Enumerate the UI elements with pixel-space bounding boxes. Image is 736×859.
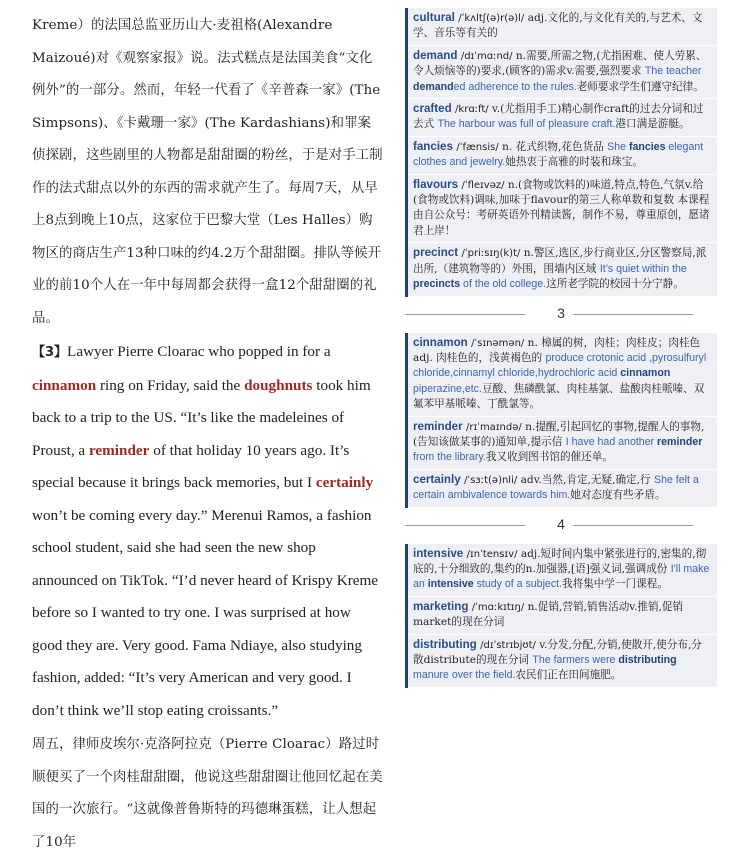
- separator-number: 3: [557, 304, 565, 321]
- vocab-definition: adj.短时间内集中紧张进行的,密集的,彻底的,十分细致的,集约的n.加强器,[语]强义词,强调成份: [413, 547, 707, 575]
- vocab-pronunciation: /ˈmɑːkɪtɪŋ/: [471, 601, 525, 613]
- article-column: [32, 10, 384, 859]
- chinese-paragraph: Kreme）的法国总监亚历山大·麦祖格(Alexandre Maizoué)对《观察家报》说。法式糕点是法国美食“文化例外”的一部分。然而，年轻一代看了《辛普森一家》(The Simpsons)、《卡戴珊一家》(The Kardashians)和罪案侦探剧，这些剧里的人物都是甜甜圈的粉丝，于是对手工制作的法式甜点以外的东西的需求就产生了。每周7天，从早上8点到晚上10点，这家位于巴黎大堂（Les Halles）购物区的商店生产13种口味的约4.2万个甜甜圈。排队等候开业的前10个人在一年中每周都会获得一盒12个甜甜圈的礼品。: [32, 18, 383, 326]
- vocab-example-translation: 我又收到图书馆的催还单。: [485, 451, 613, 464]
- vocabulary-column: [405, 8, 717, 688]
- vocab-word: cinnamon: [413, 335, 468, 349]
- vocab-example-translation: 港口满是游艇。: [615, 118, 690, 131]
- vocab-word: demand: [413, 48, 458, 62]
- paragraph-separator-4: [405, 508, 717, 544]
- vocab-entry-demand: [408, 46, 717, 99]
- vocab-entry-cultural: [408, 8, 717, 46]
- vocab-pronunciation: /ˈfleɪvəz/: [461, 179, 505, 191]
- text-run: took him back to a trip to the US. “It’s like the madeleines of Proust, a: [32, 376, 371, 459]
- vocab-entry-crafted: [408, 99, 717, 137]
- vocab-definition: n.提醒,引起回忆的事物,提醒人的事物,(告知该做某事的)通知单,提示信: [413, 420, 705, 448]
- vocab-pronunciation: /ˈsɜːt(ə)nli/: [464, 474, 518, 486]
- vocab-example-translation: 她对态度有些矛盾。: [570, 489, 666, 502]
- example-text: I'll make an: [413, 562, 710, 591]
- text-run: of that holiday 10 years ago. It’s special because it brings back memories, but I: [32, 441, 350, 491]
- vocab-example-translation: 老师要求学生们遵守纪律。: [576, 80, 704, 93]
- vocab-pronunciation: /ˈpriːsɪŋ(k)t/: [461, 248, 521, 260]
- vocab-entry-distributing: [408, 635, 717, 688]
- vocab-definition: v.(尤指用手工)精心制作craft的过去分词和过去式: [413, 103, 704, 131]
- example-text: The harbour was full of pleasure craft.: [437, 118, 616, 131]
- text-run: ring on Friday, said the: [96, 376, 245, 394]
- english-paragraph: [32, 336, 384, 727]
- vocab-word: flavours: [413, 177, 459, 191]
- example-text: manure over the field.: [413, 669, 516, 682]
- vocab-entry-flavours: [408, 175, 717, 244]
- example-text: piperazine,etc.: [413, 382, 482, 395]
- vocab-definition: n. 樟属的树，肉桂；肉桂皮；肉桂色 adj. 肉桂色的，浅黄褐色的: [413, 336, 701, 364]
- vocab-entry-cinnamon: [408, 333, 717, 417]
- vocab-definition: adv.当然,肯定,无疑,确定,行: [520, 473, 651, 486]
- vocab-group-1: [405, 8, 717, 297]
- vocab-example-translation: 豆酸、焦磷酰氯、肉桂基氯、盐酸肉桂哌嗪、双氟苯甲基哌嗪、丁酰氯等。: [413, 382, 705, 411]
- vocab-definition: n.警区,选区,步行商业区,分区警察局,派出所,（建筑物等的）外围，围墙内区域: [413, 247, 707, 275]
- vocab-example-translation: 农民们正在田间施肥。: [515, 669, 622, 682]
- example-keyword: precincts: [413, 278, 461, 291]
- vocab-entry-marketing: [408, 597, 717, 635]
- text-run: won’t be coming every day.” Merenui Ramos, a fashion school student, said she had seen the new shop announced on TikTok. “I’d never heard of Krispy Kreme before so I wanted to try one. I was surprised at how good they are. Very good. Fama Ndiaye, also studying fashion, added: “It’s very American and very good. I don’t think we’ll stop eating croissants.”: [32, 506, 379, 719]
- vocab-pronunciation: /ɪnˈtensɪv/: [466, 548, 518, 560]
- keyword-reminder: reminder: [88, 441, 150, 459]
- vocab-example-translation: 我将集中学一门课程。: [562, 578, 668, 591]
- vocab-definition: n.促销,营销,销售活动v.推销,促销market的现在分词: [413, 600, 684, 629]
- vocab-entry-precinct: [408, 243, 717, 296]
- example-text: produce crotonic acid ,pyrosulfuryl chloride,cinnamyl chloride,hydrochloric acid: [413, 351, 707, 380]
- separator-number: 4: [557, 515, 565, 532]
- vocab-word: fancies: [413, 139, 453, 153]
- vocab-word: cultural: [413, 11, 455, 24]
- vocab-pronunciation: /rɪˈmaɪndə/: [466, 421, 522, 433]
- example-text: She: [607, 140, 629, 153]
- vocab-word: precinct: [413, 246, 459, 260]
- vocab-pronunciation: /ˈkʌltʃ(ə)r(ə)l/: [458, 13, 525, 24]
- chinese-paragraph: 周五，律师皮埃尔·克洛阿拉克（Pierre Cloarac）路过时顺便买了一个肉桂甜甜圈，他说这些甜甜圈让他回忆起在美国的一次旅行。“这就像普鲁斯特的玛德琳蛋糕，让人想起了10年: [32, 737, 383, 850]
- example-text: The farmers were: [532, 654, 619, 666]
- vocab-entry-certainly: [408, 470, 717, 508]
- vocab-word: distributing: [413, 637, 477, 651]
- vocab-entry-intensive: [408, 544, 717, 597]
- vocab-word: certainly: [413, 472, 461, 486]
- vocab-example: [438, 118, 616, 130]
- vocab-group-3: [405, 544, 717, 688]
- vocab-pronunciation: /ˈsɪnəmən/: [471, 337, 525, 349]
- vocab-pronunciation: /dɪˈstrɪbjʊt/: [480, 639, 536, 651]
- example-text: ed adherence to the rules.: [453, 80, 577, 93]
- text-run: Lawyer Pierre Cloarac who popped in for a: [67, 343, 331, 360]
- vocab-definition: n.(食物或饮料的)味道,特点,特色,气氛v.给(食物或饮料)调味,加味于flavour的第三人称单数和复数 本课程由自公众号：考研英语外刊精读酱，制作不易，尊重原创，愿诸君上岸！: [413, 178, 710, 237]
- vocab-entry-fancies: [408, 137, 717, 175]
- vocab-pronunciation: /dɪˈmɑːnd/: [460, 50, 513, 62]
- vocab-pronunciation: /ˈfænsis/: [456, 141, 499, 153]
- example-keyword: demand: [413, 80, 454, 93]
- example-keyword: reminder: [657, 435, 703, 448]
- keyword-certainly: certainly: [315, 474, 374, 491]
- vocab-definition: n.需要,所需之物,(尤指困难、使人劳累、令人烦恼等的)要求,(顾客的)需求v.需要,强烈要求: [413, 49, 707, 78]
- example-text: elegant clothes and jewelry.: [413, 140, 704, 169]
- vocab-definition: adj.文化的,与文化有关的,与艺术、文学、音乐等有关的: [413, 12, 703, 40]
- vocab-word: marketing: [413, 599, 469, 613]
- keyword-cinnamon: cinnamon: [32, 376, 97, 394]
- vocab-pronunciation: /krɑːft/: [455, 104, 489, 116]
- example-keyword: intensive: [427, 578, 474, 591]
- example-text: It’s quiet within the: [599, 262, 687, 275]
- paragraph-marker: 【3】: [32, 345, 68, 360]
- example-keyword: distributing: [618, 654, 677, 666]
- keyword-doughnuts: doughnuts: [244, 376, 313, 394]
- vocab-word: reminder: [413, 419, 463, 433]
- vocab-example-translation: 她热衷于高雅的时装和珠宝。: [505, 156, 643, 169]
- vocab-word: crafted: [413, 102, 452, 116]
- vocab-definition: v.分发,分配,分销,使散开,使分布,分散distribute的现在分词: [413, 638, 702, 666]
- vocab-word: intensive: [413, 546, 464, 560]
- example-text: I have had another: [565, 435, 658, 448]
- paragraph-separator-3: [405, 297, 717, 333]
- separator-line: [573, 525, 693, 526]
- vocab-example-translation: 这所老学院的校园十分宁静。: [546, 278, 684, 291]
- example-text: from the library.: [413, 451, 486, 464]
- example-keyword: cinnamon: [620, 367, 671, 380]
- example-keyword: fancies: [628, 140, 666, 153]
- separator-line: [573, 314, 693, 315]
- example-text: study of a subject.: [473, 578, 563, 591]
- example-text: of the old college.: [460, 278, 547, 291]
- example-text: She felt a certain ambivalence towards him.: [413, 473, 699, 502]
- example-text: The teacher: [644, 65, 702, 78]
- vocab-group-2: [405, 333, 717, 508]
- vocab-definition: n. 花式织物,花色货品: [502, 140, 604, 153]
- vocab-entry-reminder: [408, 417, 717, 470]
